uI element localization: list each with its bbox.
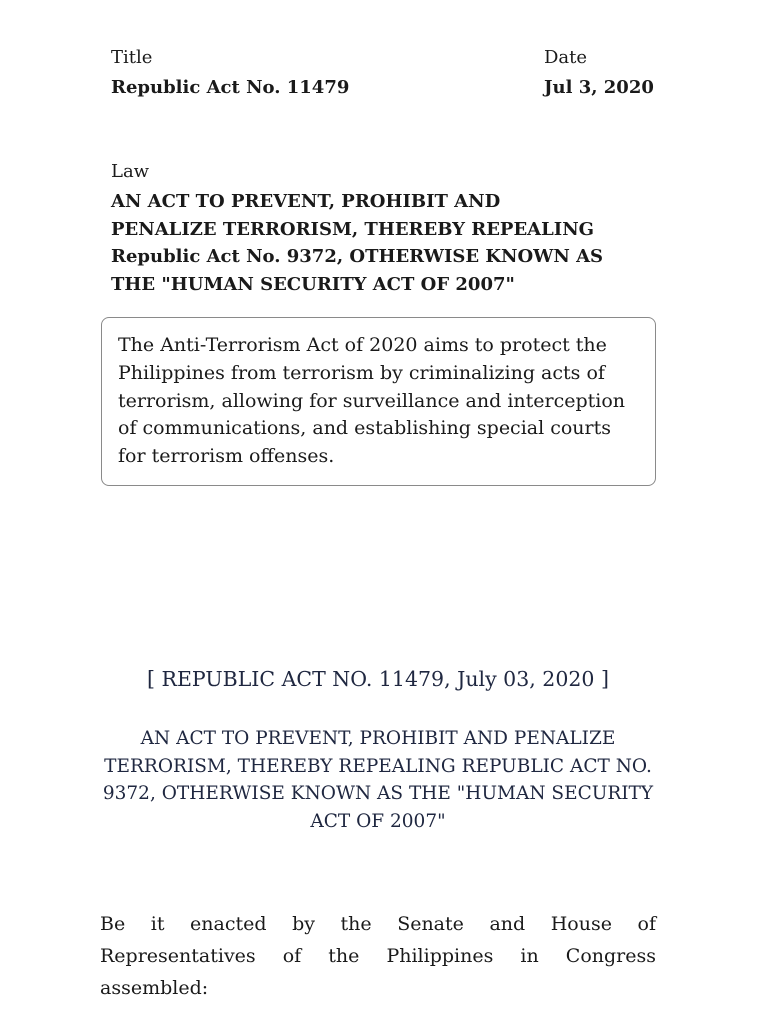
law-label: Law (111, 161, 150, 182)
enacting-clause: Be it enacted by the Senate and House of Representatives of the Philippines in Congress assembled: (100, 913, 656, 999)
metadata-row (111, 46, 656, 101)
act-heading: [ REPUBLIC ACT NO. 11479, July 03, 2020 ] (147, 667, 609, 691)
title-value: Republic Act No. 11479 (111, 77, 350, 98)
document-metadata (111, 46, 656, 101)
date-value: Jul 3, 2020 (544, 77, 654, 98)
date-field (544, 46, 656, 101)
law-value: AN ACT TO PREVENT, PROHIBIT AND PENALIZE TERRORISM, THEREBY REPEALING Republic Act No. 9372, OTHERWISE KNOWN AS THE "HUMAN SECURITY ACT OF 2007" (111, 191, 604, 295)
summary-box: The Anti-Terrorism Act of 2020 aims to protect the Philippines from terrorism by criminalizing acts of terrorism, allowing for surveillance and interception of communications, and establishing special courts for terrorism offenses. (101, 317, 656, 486)
title-label: Title (111, 47, 153, 68)
date-label: Date (544, 47, 588, 68)
act-title: AN ACT TO PREVENT, PROHIBIT AND PENALIZE TERRORISM, THEREBY REPEALING REPUBLIC ACT NO. 9372, OTHERWISE KNOWN AS THE "HUMAN SECURITY ACT OF 2007" (102, 728, 654, 832)
title-field (111, 46, 531, 101)
law-field (111, 160, 611, 298)
